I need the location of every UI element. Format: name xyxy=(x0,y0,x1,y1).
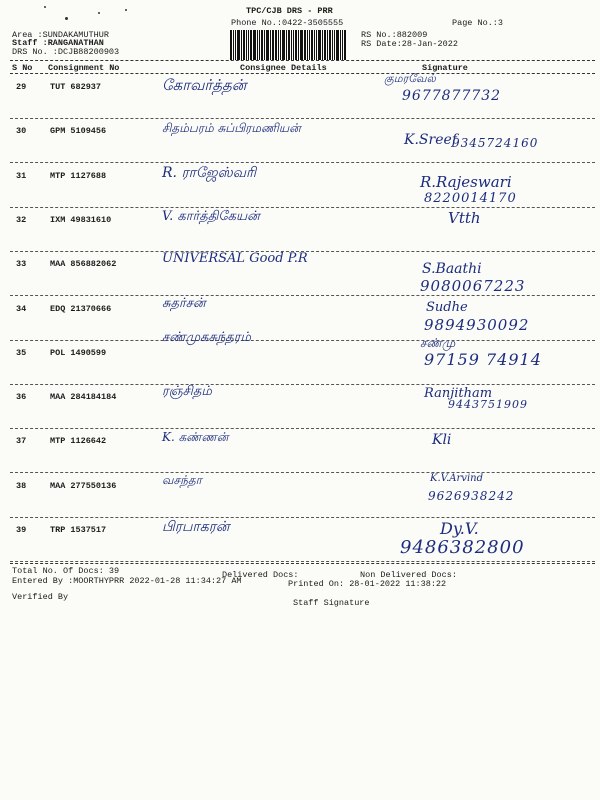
row-divider xyxy=(10,517,595,518)
barcode-bar xyxy=(316,30,317,60)
barcode-bar xyxy=(230,30,232,60)
table-row xyxy=(0,121,600,168)
staff-label: Staff :RANGANATHAN xyxy=(12,38,104,48)
row-divider xyxy=(10,472,595,473)
column-header-sno: S No xyxy=(12,63,33,73)
barcode-bar xyxy=(246,30,247,60)
row-consignment-no: MAA 284184184 xyxy=(50,392,117,402)
row-sno: 36 xyxy=(16,392,27,402)
verified-by: Verified By xyxy=(12,592,69,602)
drs-number: DRS No. :DCJB88200903 xyxy=(12,47,120,57)
barcode-bar xyxy=(332,30,333,60)
row-consignment-no: MTP 1126642 xyxy=(50,436,107,446)
scan-speck xyxy=(125,9,127,11)
row-consignee-handwriting: சண்முகசுந்தரம் xyxy=(162,330,251,345)
barcode-bar xyxy=(298,30,299,60)
row-signature-handwriting: Ranjitham xyxy=(424,386,493,401)
barcode-bar xyxy=(286,30,287,60)
row-consignee-handwriting: பிரபாகரன் xyxy=(162,519,230,535)
row-sno: 29 xyxy=(16,82,27,92)
row-consignment-no: IXM 49831610 xyxy=(50,215,112,225)
non-delivered-docs: Non Delivered Docs: xyxy=(360,570,457,580)
barcode-bar xyxy=(340,30,341,60)
barcode xyxy=(230,30,352,60)
row-signature-phone: 9894930092 xyxy=(424,316,530,334)
row-signature-phone: 9080067223 xyxy=(420,277,526,295)
barcode-bar xyxy=(235,30,236,60)
barcode-bar xyxy=(282,30,285,60)
row-signature-phone: 8220014170 xyxy=(424,191,517,206)
barcode-bar xyxy=(275,30,277,60)
row-signature-handwriting: Dy.V. xyxy=(440,519,479,538)
row-sno: 38 xyxy=(16,481,27,491)
barcode-bar xyxy=(272,30,274,60)
column-header-signature: Signature xyxy=(422,63,468,73)
header-top-rule xyxy=(10,60,595,61)
row-divider xyxy=(10,207,595,208)
row-sno: 32 xyxy=(16,215,27,225)
row-signature-phone: 9486382800 xyxy=(400,537,525,558)
barcode-bar xyxy=(257,30,258,60)
barcode-bar xyxy=(291,30,292,60)
row-sno: 35 xyxy=(16,348,27,358)
barcode-bar xyxy=(293,30,294,60)
footer-rule xyxy=(10,563,595,564)
scan-speck xyxy=(98,12,100,14)
barcode-bar xyxy=(295,30,297,60)
rs-number: RS No.:882009 xyxy=(361,30,428,40)
row-consignment-no: TUT 682937 xyxy=(50,82,102,92)
row-sno: 33 xyxy=(16,259,27,269)
row-divider xyxy=(10,118,595,119)
barcode-bar xyxy=(300,30,303,60)
column-header-consignment: Consignment No xyxy=(48,63,120,73)
total-docs: Total No. Of Docs: 39 xyxy=(12,566,120,576)
document-title: TPC/CJB DRS - PRR xyxy=(246,6,333,16)
table-row xyxy=(0,473,600,523)
barcode-bar xyxy=(311,30,313,60)
barcode-bar xyxy=(318,30,321,60)
barcode-bar xyxy=(259,30,260,60)
barcode-bar xyxy=(278,30,279,60)
row-sno: 34 xyxy=(16,304,27,314)
row-signature-phone: 9677877732 xyxy=(402,88,502,104)
row-signature-handwriting: Kli xyxy=(432,432,452,448)
barcode-bar xyxy=(314,30,315,60)
row-consignment-no: POL 1490599 xyxy=(50,348,107,358)
phone-number: Phone No.:0422-3505555 xyxy=(231,18,344,28)
header-bottom-rule xyxy=(10,73,595,74)
row-consignee-handwriting: சுதர்சன் xyxy=(162,296,206,311)
row-consignment-no: GPM 5109456 xyxy=(50,126,107,136)
table-row xyxy=(0,330,600,390)
barcode-bar xyxy=(336,30,339,60)
barcode-bar xyxy=(309,30,310,60)
row-consignment-no: TRP 1537517 xyxy=(50,525,107,535)
staff-signature-label: Staff Signature xyxy=(293,598,370,608)
delivered-docs: Delivered Docs: xyxy=(222,570,299,580)
area-label: Area :SUNDAKAMUTHUR xyxy=(12,30,109,40)
barcode-bar xyxy=(241,30,242,60)
row-sno: 31 xyxy=(16,171,27,181)
barcode-bar xyxy=(253,30,256,60)
rs-date: RS Date:28-Jan-2022 xyxy=(361,39,458,49)
row-consignee-handwriting: V. கார்த்திகேயன் xyxy=(162,209,260,224)
row-consignee-handwriting: R. ராஜேஸ்வரி xyxy=(162,165,257,181)
row-signature-handwriting: சண்மு xyxy=(420,336,456,350)
barcode-bar xyxy=(270,30,271,60)
barcode-bar xyxy=(261,30,263,60)
row-consignee-handwriting: வசந்தா xyxy=(162,473,202,487)
row-divider xyxy=(10,162,595,163)
table-row xyxy=(0,384,600,434)
row-consignee-handwriting: சிதம்பரம் சுப்பிரமணியன் xyxy=(162,121,301,135)
barcode-bar xyxy=(250,30,252,60)
barcode-bar xyxy=(329,30,331,60)
table-row xyxy=(0,251,600,301)
barcode-bar xyxy=(233,30,234,60)
barcode-bar xyxy=(334,30,335,60)
row-divider xyxy=(10,384,595,385)
scan-speck xyxy=(44,6,46,8)
printed-on: Printed On: 28-01-2022 11:38:22 xyxy=(288,579,447,589)
barcode-bar xyxy=(237,30,240,60)
barcode-bar xyxy=(344,30,346,60)
barcode-bar xyxy=(304,30,306,60)
row-sno: 39 xyxy=(16,525,27,535)
table-row xyxy=(0,519,600,567)
row-signature-phone: 9626938242 xyxy=(428,489,515,503)
row-sno: 37 xyxy=(16,436,27,446)
barcode-bar xyxy=(324,30,326,60)
barcode-bar xyxy=(288,30,290,60)
barcode-bar xyxy=(264,30,265,60)
row-divider xyxy=(10,295,595,296)
barcode-bar xyxy=(327,30,328,60)
barcode-bar xyxy=(280,30,281,60)
row-signature-handwriting: K.V.Arvind xyxy=(430,473,483,484)
row-signature-handwriting: Sudhe xyxy=(426,300,468,315)
row-signature-handwriting: R.Rajeswari xyxy=(420,173,512,191)
row-consignee-handwriting: ரஞ்சிதம் xyxy=(162,384,212,399)
row-sno: 30 xyxy=(16,126,27,136)
row-signature-handwriting: S.Baathi xyxy=(422,261,482,277)
row-signature-phone: 9345724160 xyxy=(452,136,539,150)
table-row xyxy=(0,296,600,346)
barcode-bar xyxy=(322,30,323,60)
row-consignee-handwriting: கோவர்த்தன் xyxy=(162,76,247,94)
barcode-bar xyxy=(248,30,249,60)
row-signature-handwriting: K.Sreef xyxy=(404,132,457,148)
column-header-consignee: Consignee Details xyxy=(240,63,327,73)
scan-speck xyxy=(65,17,68,20)
barcode-bar xyxy=(243,30,245,60)
table-row xyxy=(0,72,600,124)
row-signature-handwriting: குமரவேல் xyxy=(384,72,436,85)
barcode-bar xyxy=(307,30,308,60)
page-number: Page No.:3 xyxy=(452,18,504,28)
row-consignee-handwriting: K. கண்ணன் xyxy=(162,430,229,444)
row-consignee-handwriting: UNIVERSAL Good P.R xyxy=(162,251,308,266)
row-divider xyxy=(10,340,595,341)
row-signature-handwriting: Vtth xyxy=(448,209,481,227)
table-row xyxy=(0,430,600,478)
row-signature-phone: 97159 74914 xyxy=(424,350,542,369)
row-signature-phone: 9443751909 xyxy=(448,398,528,411)
row-consignment-no: MAA 277550136 xyxy=(50,481,117,491)
row-consignment-no: MTP 1127688 xyxy=(50,171,107,181)
row-consignment-no: EDQ 21370666 xyxy=(50,304,112,314)
row-divider xyxy=(10,428,595,429)
table-row xyxy=(0,165,600,213)
entered-by: Entered By :MOORTHYPRR 2022-01-28 11:34:27 AM xyxy=(12,576,242,586)
row-consignment-no: MAA 856882062 xyxy=(50,259,117,269)
barcode-bar xyxy=(342,30,343,60)
barcode-bar xyxy=(266,30,269,60)
